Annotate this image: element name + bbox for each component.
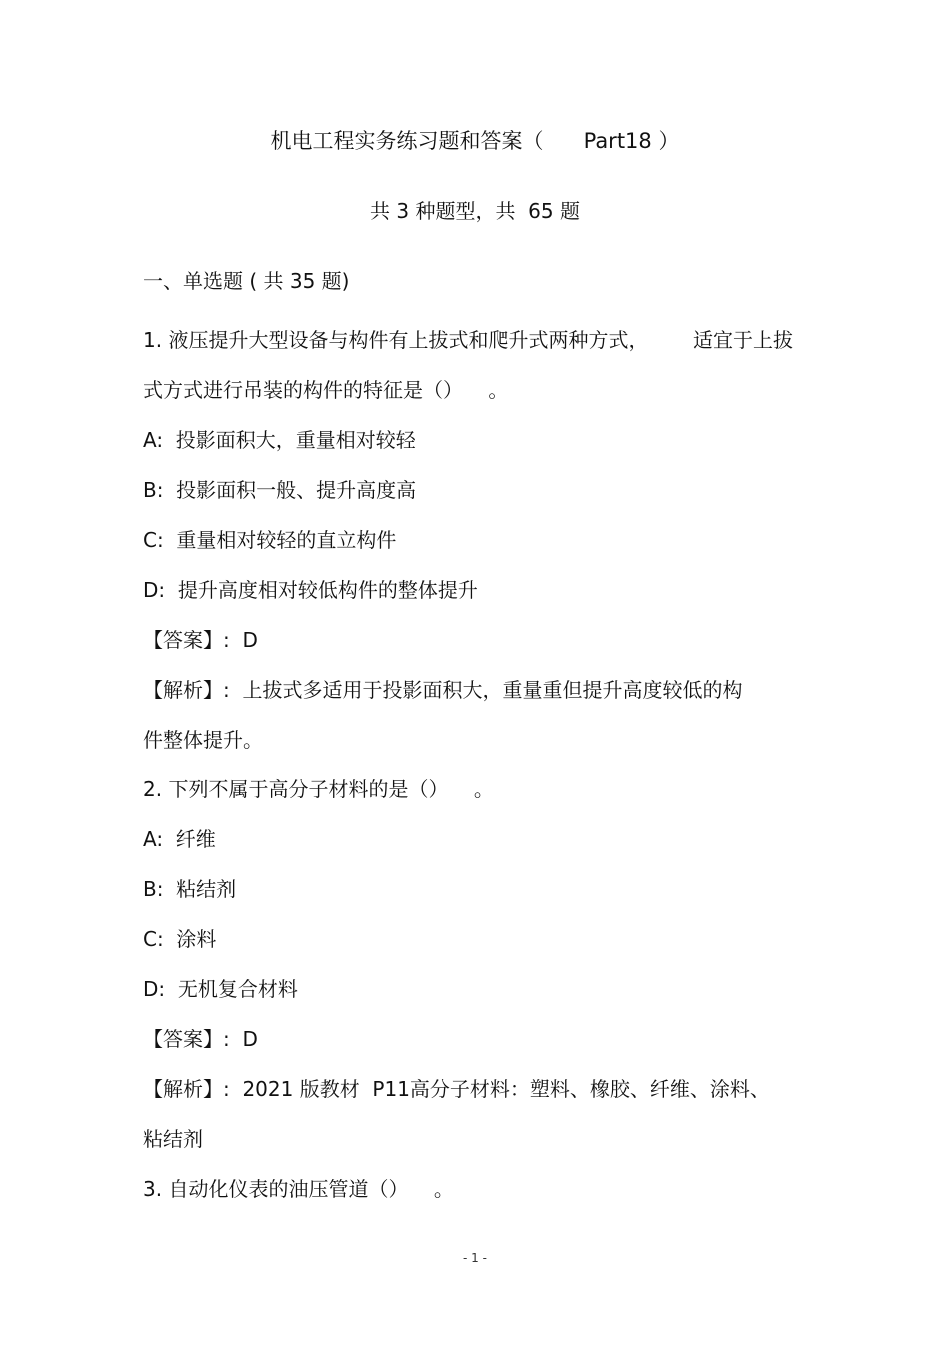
question-1-stem-line-1: 1. 液压提升大型设备与构件有上拔式和爬升式两种方式， 适宜于上拔 <box>143 328 793 352</box>
question-2-explanation-line-2: 粘结剂 <box>143 1127 203 1151</box>
question-2-option-c: C: 涂料 <box>143 927 217 951</box>
question-2-option-d: D: 无机复合材料 <box>143 977 298 1001</box>
question-1-answer: 【答案】: D <box>143 628 258 652</box>
question-3-stem-line-1: 3. 自动化仪表的油压管道（） 。 <box>143 1177 454 1201</box>
page-number: - 1 - <box>463 1251 487 1265</box>
question-2-stem-line-1: 2. 下列不属于高分子材料的是（） 。 <box>143 777 494 801</box>
question-1-option-d: D: 提升高度相对较低构件的整体提升 <box>143 578 478 602</box>
question-1-explanation-line-1: 【解析】: 上拔式多适用于投影面积大，重量重但提升高度较低的构 <box>143 678 743 702</box>
question-1-stem-line-2: 式方式进行吊装的构件的特征是（） 。 <box>143 378 509 402</box>
question-2-explanation-line-1: 【解析】: 2021 版教材 P11高分子材料：塑料、橡胶、纤维、涂料、 <box>143 1077 770 1101</box>
section-heading: 一、单选题 ( 共 35 题) <box>143 269 350 293</box>
question-2-option-b: B: 粘结剂 <box>143 877 237 901</box>
document-subtitle: 共 3 种题型，共 65 题 <box>370 199 580 223</box>
document-title: 机电工程实务练习题和答案（ Part18 ） <box>270 129 680 153</box>
question-1-option-c: C: 重量相对较轻的直立构件 <box>143 528 397 552</box>
question-2-option-a: A: 纤维 <box>143 827 216 851</box>
question-1-explanation-line-2: 件整体提升。 <box>143 728 263 752</box>
question-2-answer: 【答案】: D <box>143 1027 258 1051</box>
question-1-option-b: B: 投影面积一般、提升高度高 <box>143 478 417 502</box>
question-1-option-a: A: 投影面积大，重量相对较轻 <box>143 428 416 452</box>
